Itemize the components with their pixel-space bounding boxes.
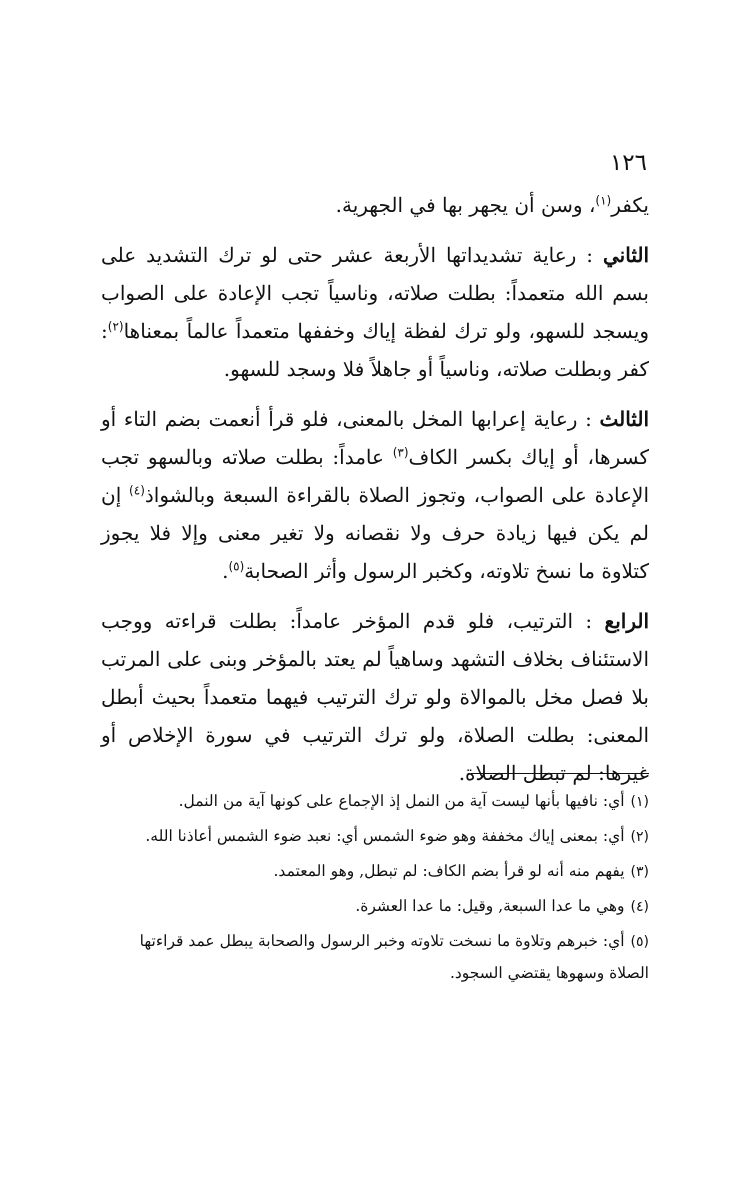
paragraph-heading: الثاني [602,243,649,267]
paragraph-text: يكفر [611,193,649,217]
paragraph-text: . [222,559,229,583]
footnote-number: (٢) [630,829,649,845]
paragraph-text: عامداً: بطلت صلاته وبالسهو تجب الإعادة على الصواب، وتجوز الصلاة بالقراءة السبعة وبالشواذ [101,445,650,507]
paragraph-1 [101,186,649,224]
footnote-text: يفهم منه أنه لو قرأ بضم الكاف: لم تبطل, وهو المعتمد. [273,862,625,880]
footnote-5 [101,926,649,989]
paragraph-3 [101,400,649,590]
paragraph-text: : رعاية تشديداتها الأربعة عشر حتى لو ترك التشديد على بسم الله متعمداً: بطلت صلاته، وناسياً تجب الإعادة على الصواب ويسجد للسهو، ولو ترك لفظة إياك وخففها متعمداً عالماً بمعناها [101,243,649,343]
footnotes [101,786,649,992]
footnote-separator [471,773,649,774]
paragraph-text: : رعاية إعرابها المخل بالمعنى، فلو قرأ أنعمت بضم التاء أو كسرها، أو إياك بكسر الكاف [101,407,649,469]
footnote-text: أي: خبرهم وتلاوة ما نسخت تلاوته وخبر الرسول والصحابة يبطل عمد قراءتها الصلاة وسهوها يقتضي السجود. [139,932,649,982]
paragraph-2 [101,236,649,388]
footnote-marker: (٣) [392,445,409,460]
footnote-1 [101,786,649,818]
footnote-2 [101,821,649,853]
footnote-number: (٥) [630,934,649,950]
paragraph-text: ، وسن أن يجهر بها في الجهرية. [335,193,596,217]
footnote-marker: (٢) [107,319,124,334]
footnote-number: (٣) [630,864,649,880]
paragraph-4 [101,602,649,792]
footnote-marker: (٥) [228,559,245,574]
footnote-number: (٤) [630,899,649,915]
paragraph-heading: الثالث [599,407,649,431]
footnote-3 [101,856,649,888]
paragraph-text: : كفر وبطلت صلاته، وناسياً أو جاهلاً فلا وسجد للسهو. [101,319,649,381]
paragraph-heading: الرابع [604,609,649,633]
footnote-4 [101,891,649,923]
page-number: ١٢٦ [609,150,647,176]
footnote-text: أي: بمعنى إياك مخففة وهو ضوء الشمس أي: نعبد ضوء الشمس أعاذنا الله. [145,827,625,845]
main-text [101,186,649,804]
paragraph-text: إن لم يكن فيها زيادة حرف ولا نقصانه ولا تغير معنى وإلا فلا يجوز كتلاوة ما نسخ تلاوته، وكخبر الرسول وأثر الصحابة [101,483,649,583]
footnote-marker: (١) [595,193,612,208]
footnote-number: (١) [630,794,649,810]
footnote-text: أي: نافيها بأنها ليست آية من النمل إذ الإجماع على كونها آية من النمل. [178,792,625,810]
footnote-text: وهي ما عدا السبعة, وقيل: ما عدا العشرة. [355,897,625,915]
paragraph-text: : الترتيب، فلو قدم المؤخر عامداً: بطلت قراءته ووجب الاستئناف بخلاف التشهد وساهياً لم يعتد بالمؤخر وبنى على المرتب بلا فصل مخل بالموالاة ولو ترك الترتيب فيهما متعمداً بحيث أبطل المعنى: بطلت الصلاة، ولو ترك الترتيب في سورة الإخلاص أو غيرها: لم تبطل الصلاة. [101,609,649,785]
footnote-marker: (٤) [129,483,145,498]
